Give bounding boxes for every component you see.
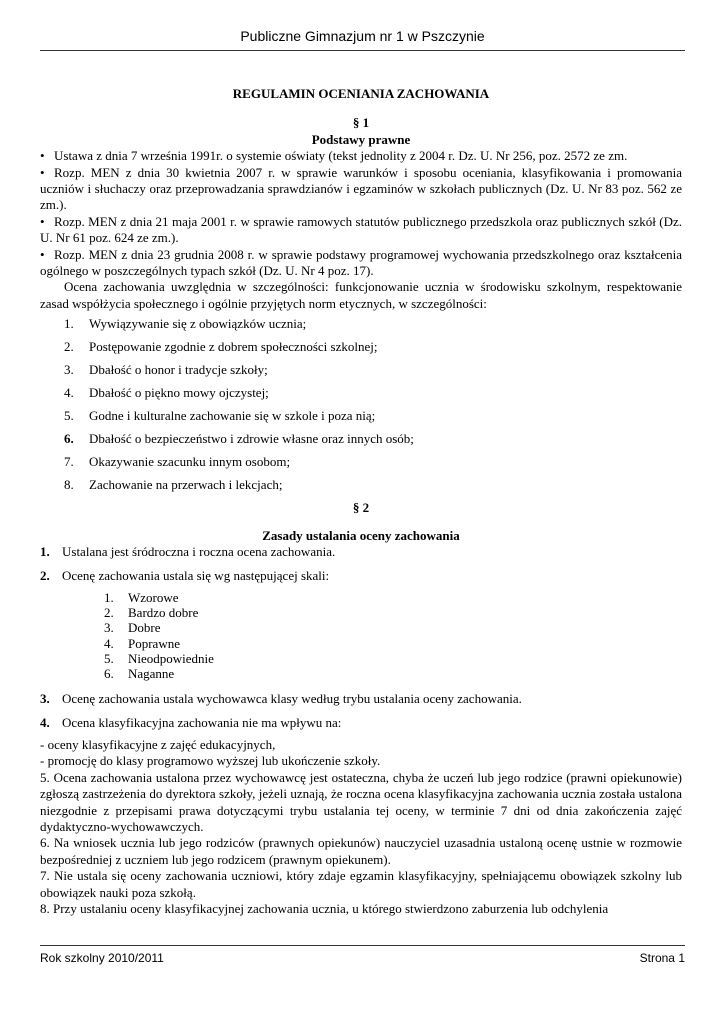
page-header: Publiczne Gimnazjum nr 1 w Pszczynie (240, 28, 485, 44)
rule-4-item-1: - oceny klasyfikacyjne z zajęć edukacyjnych, (40, 736, 276, 752)
list-item: 6. Dbałość o bezpieczeństwo i zdrowie własne oraz innych osób; (64, 431, 414, 447)
section-1-title: Podstawy prawne (311, 131, 411, 147)
rule-8: 8. Przy ustalaniu oceny klasyfikacyjnej zachowania ucznia, u którego stwierdzono zaburzenia lub odchylenia (40, 901, 609, 916)
rule-6: 6. Na wniosek ucznia lub jego rodziców (prawnych opiekunów) nauczyciel uzasadnia ustaloną ocenę ustnie w rozmowie bezpośredniej z uczniem lub jego rodzicem (prawnym opiekunem). (40, 835, 682, 867)
list-item: 5. Godne i kulturalne zachowanie się w szkole i poza nią; (64, 408, 376, 424)
rule-7: 7. Nie ustala się oceny zachowania uczniowi, który zdaje egzamin klasyfikacyjny, spełniającemu obowiązek szkolny lub obowiązek nauki poza szkołą. (40, 868, 682, 900)
list-item: 3. Dobre (104, 620, 161, 636)
school-year: Rok szkolny 2010/2011 (40, 951, 164, 965)
bullet-icon: • (40, 213, 45, 229)
page-number: Strona 1 (639, 951, 685, 965)
criteria-list (40, 312, 682, 496)
rule-1: 1. Ustalana jest śródroczna i roczna ocena zachowania. (40, 544, 336, 560)
list-item: 5. Nieodpowiednie (104, 650, 214, 666)
rule-2: 2. Ocenę zachowania ustala się wg następującej skali: (40, 567, 330, 583)
page-footer (40, 951, 685, 965)
header-divider (40, 50, 685, 51)
rule-4-item-2: - promocję do klasy programowo wyższej lub ukończenie szkoły. (40, 753, 381, 769)
list-item: 1. Wzorowe (104, 589, 179, 605)
bullet-icon: • (40, 246, 45, 262)
section-2-symbol: § 2 (352, 500, 370, 516)
list-item: 4. Dbałość o piękno mowy ojczystej; (64, 385, 269, 401)
list-item: 2. Bardzo dobre (104, 605, 199, 621)
list-item: 7. Okazywanie szacunku innym osobom; (64, 454, 291, 470)
list-item: 1. Wywiązywanie się z obowiązków ucznia; (64, 316, 307, 332)
bullet-icon: • (40, 148, 45, 164)
footer-divider (40, 945, 685, 946)
section-1-symbol: § 1 (352, 115, 370, 131)
list-item: • Rozp. MEN z dnia 21 maja 2001 r. w sprawie ramowych statutów publicznego przedszkola oraz publicznych szkół (Dz. U. Nr 61 poz. 624 ze zm.). (40, 213, 682, 246)
grading-scale-list (40, 590, 682, 681)
document-title: REGULAMIN OCENIANIA ZACHOWANIA (232, 86, 490, 101)
list-item: 3. Dbałość o honor i tradycje szkoły; (64, 362, 268, 378)
document-body (40, 86, 682, 917)
list-item: 8. Zachowanie na przerwach i lekcjach; (64, 477, 283, 493)
intro-paragraph: Ocena zachowania uwzględnia w szczególności: funkcjonowanie ucznia w środowisku szkolnym, respektowanie zasad współżycia społecznego i ogólnie przyjętych norm etycznych, w szczególności: (40, 279, 682, 311)
list-item: 6. Naganne (104, 665, 175, 681)
rule-3: 3. Ocenę zachowania ustala wychowawca klasy według trybu ustalania oceny zachowania. (40, 691, 522, 707)
rule-4: 4. Ocena klasyfikacyjna zachowania nie ma wpływu na: (40, 714, 342, 730)
list-item: • Rozp. MEN z dnia 30 kwietnia 2007 r. w sprawie warunków i sposobu oceniania, klasyfikowania i promowania uczniów i słuchaczy oraz przeprowadzania sprawdzianów i egzaminów w szkołach publicznych (Dz. U. Nr 83 poz. 562 ze zm.). (40, 164, 682, 213)
list-item: • Ustawa z dnia 7 września 1991r. o systemie oświaty (tekst jednolity z 2004 r. Dz. U. Nr 256, poz. 2572 ze zm. (40, 148, 628, 164)
section-2 (40, 500, 682, 917)
list-item: 2. Postępowanie zgodnie z dobrem społeczności szkolnej; (64, 339, 378, 355)
bullet-icon: • (40, 164, 45, 180)
list-item: • Rozp. MEN z dnia 23 grudnia 2008 r. w sprawie podstawy programowej wychowania przedszkolnego oraz kształcenia ogólnego w poszczególnych typach szkół (Dz. U. Nr 4 poz. 17). (40, 246, 682, 279)
rule-5: 5. Ocena zachowania ustalona przez wychowawcę jest ostateczna, chyba że uczeń lub jego rodzice (prawni opiekunowie) zgłoszą zastrzeżenia do dyrektora szkoły, jeżeli uznają, że roczna ocena klasyfikacyjna zachowania ucznia została ustalona niezgodnie z przepisami prawa dotyczącymi trybu ustalania tej oceny, w terminie 7 dni od dnia zakończenia zajęć dydaktyczno-wychowawczych. (40, 769, 682, 834)
list-item: 4. Poprawne (104, 635, 180, 651)
section-2-title: Zasady ustalania oceny zachowania (262, 527, 460, 543)
legal-basis-list (40, 148, 682, 279)
